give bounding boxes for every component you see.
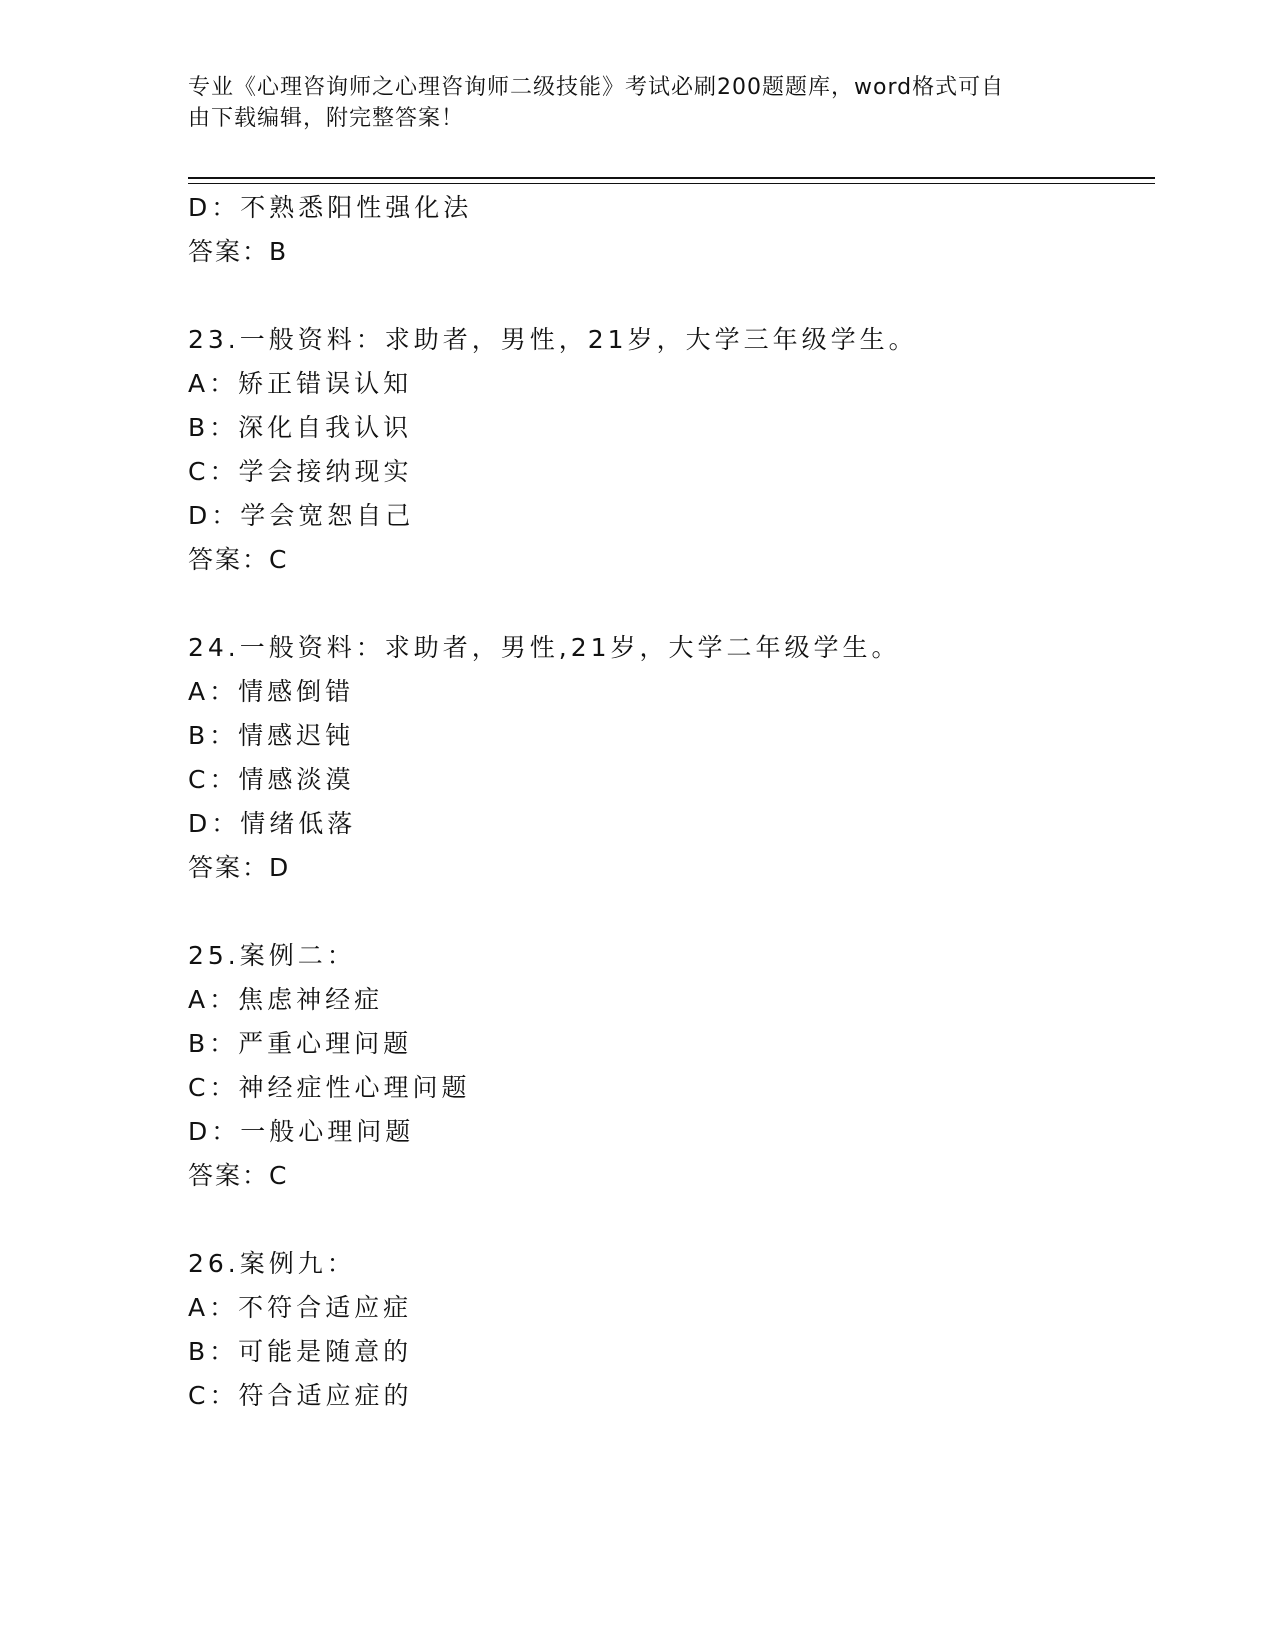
question-26-option-c: C：符合适应症的: [188, 1381, 413, 1410]
question-24-option-c: C：情感淡漠: [188, 765, 355, 794]
question-25-option-c: C：神经症性心理问题: [188, 1073, 471, 1102]
header-divider-thin: [188, 183, 1155, 184]
question-23-option-d: D：学会宽恕自己: [188, 501, 415, 530]
question-23-option-a: A：矫正错误认知: [188, 369, 413, 398]
question-23-stem: 23.一般资料：求助者，男性，21岁，大学三年级学生。: [188, 325, 918, 354]
header-line-2: 由下载编辑，附完整答案！: [188, 106, 465, 131]
question-26-stem: 26.案例九：: [188, 1249, 356, 1278]
option-d-continued: D：不熟悉阳性强化法: [188, 193, 473, 222]
question-26-option-b: B：可能是随意的: [188, 1337, 413, 1366]
question-23-answer: 答案：C: [188, 545, 289, 574]
header-line-1: 专业《心理咨询师之心理咨询师二级技能》考试必刷200题题库，word格式可自: [188, 75, 1005, 100]
header-divider-thick: [188, 177, 1155, 179]
question-25-option-b: B：严重心理问题: [188, 1029, 413, 1058]
answer-continued: 答案：B: [188, 237, 289, 266]
question-25-option-a: A：焦虑神经症: [188, 985, 384, 1014]
question-23-option-b: B：深化自我认识: [188, 413, 413, 442]
question-24-option-b: B：情感迟钝: [188, 721, 355, 750]
question-24-option-d: D：情绪低落: [188, 809, 357, 838]
question-24-stem: 24.一般资料：求助者，男性,21岁，大学二年级学生。: [188, 633, 901, 662]
question-25-stem: 25.案例二：: [188, 941, 356, 970]
question-25-option-d: D：一般心理问题: [188, 1117, 415, 1146]
document-header: [188, 72, 1068, 134]
question-24-option-a: A：情感倒错: [188, 677, 355, 706]
question-26-option-a: A：不符合适应症: [188, 1293, 413, 1322]
question-24-answer: 答案：D: [188, 853, 291, 882]
question-23-option-c: C：学会接纳现实: [188, 457, 413, 486]
question-25-answer: 答案：C: [188, 1161, 289, 1190]
